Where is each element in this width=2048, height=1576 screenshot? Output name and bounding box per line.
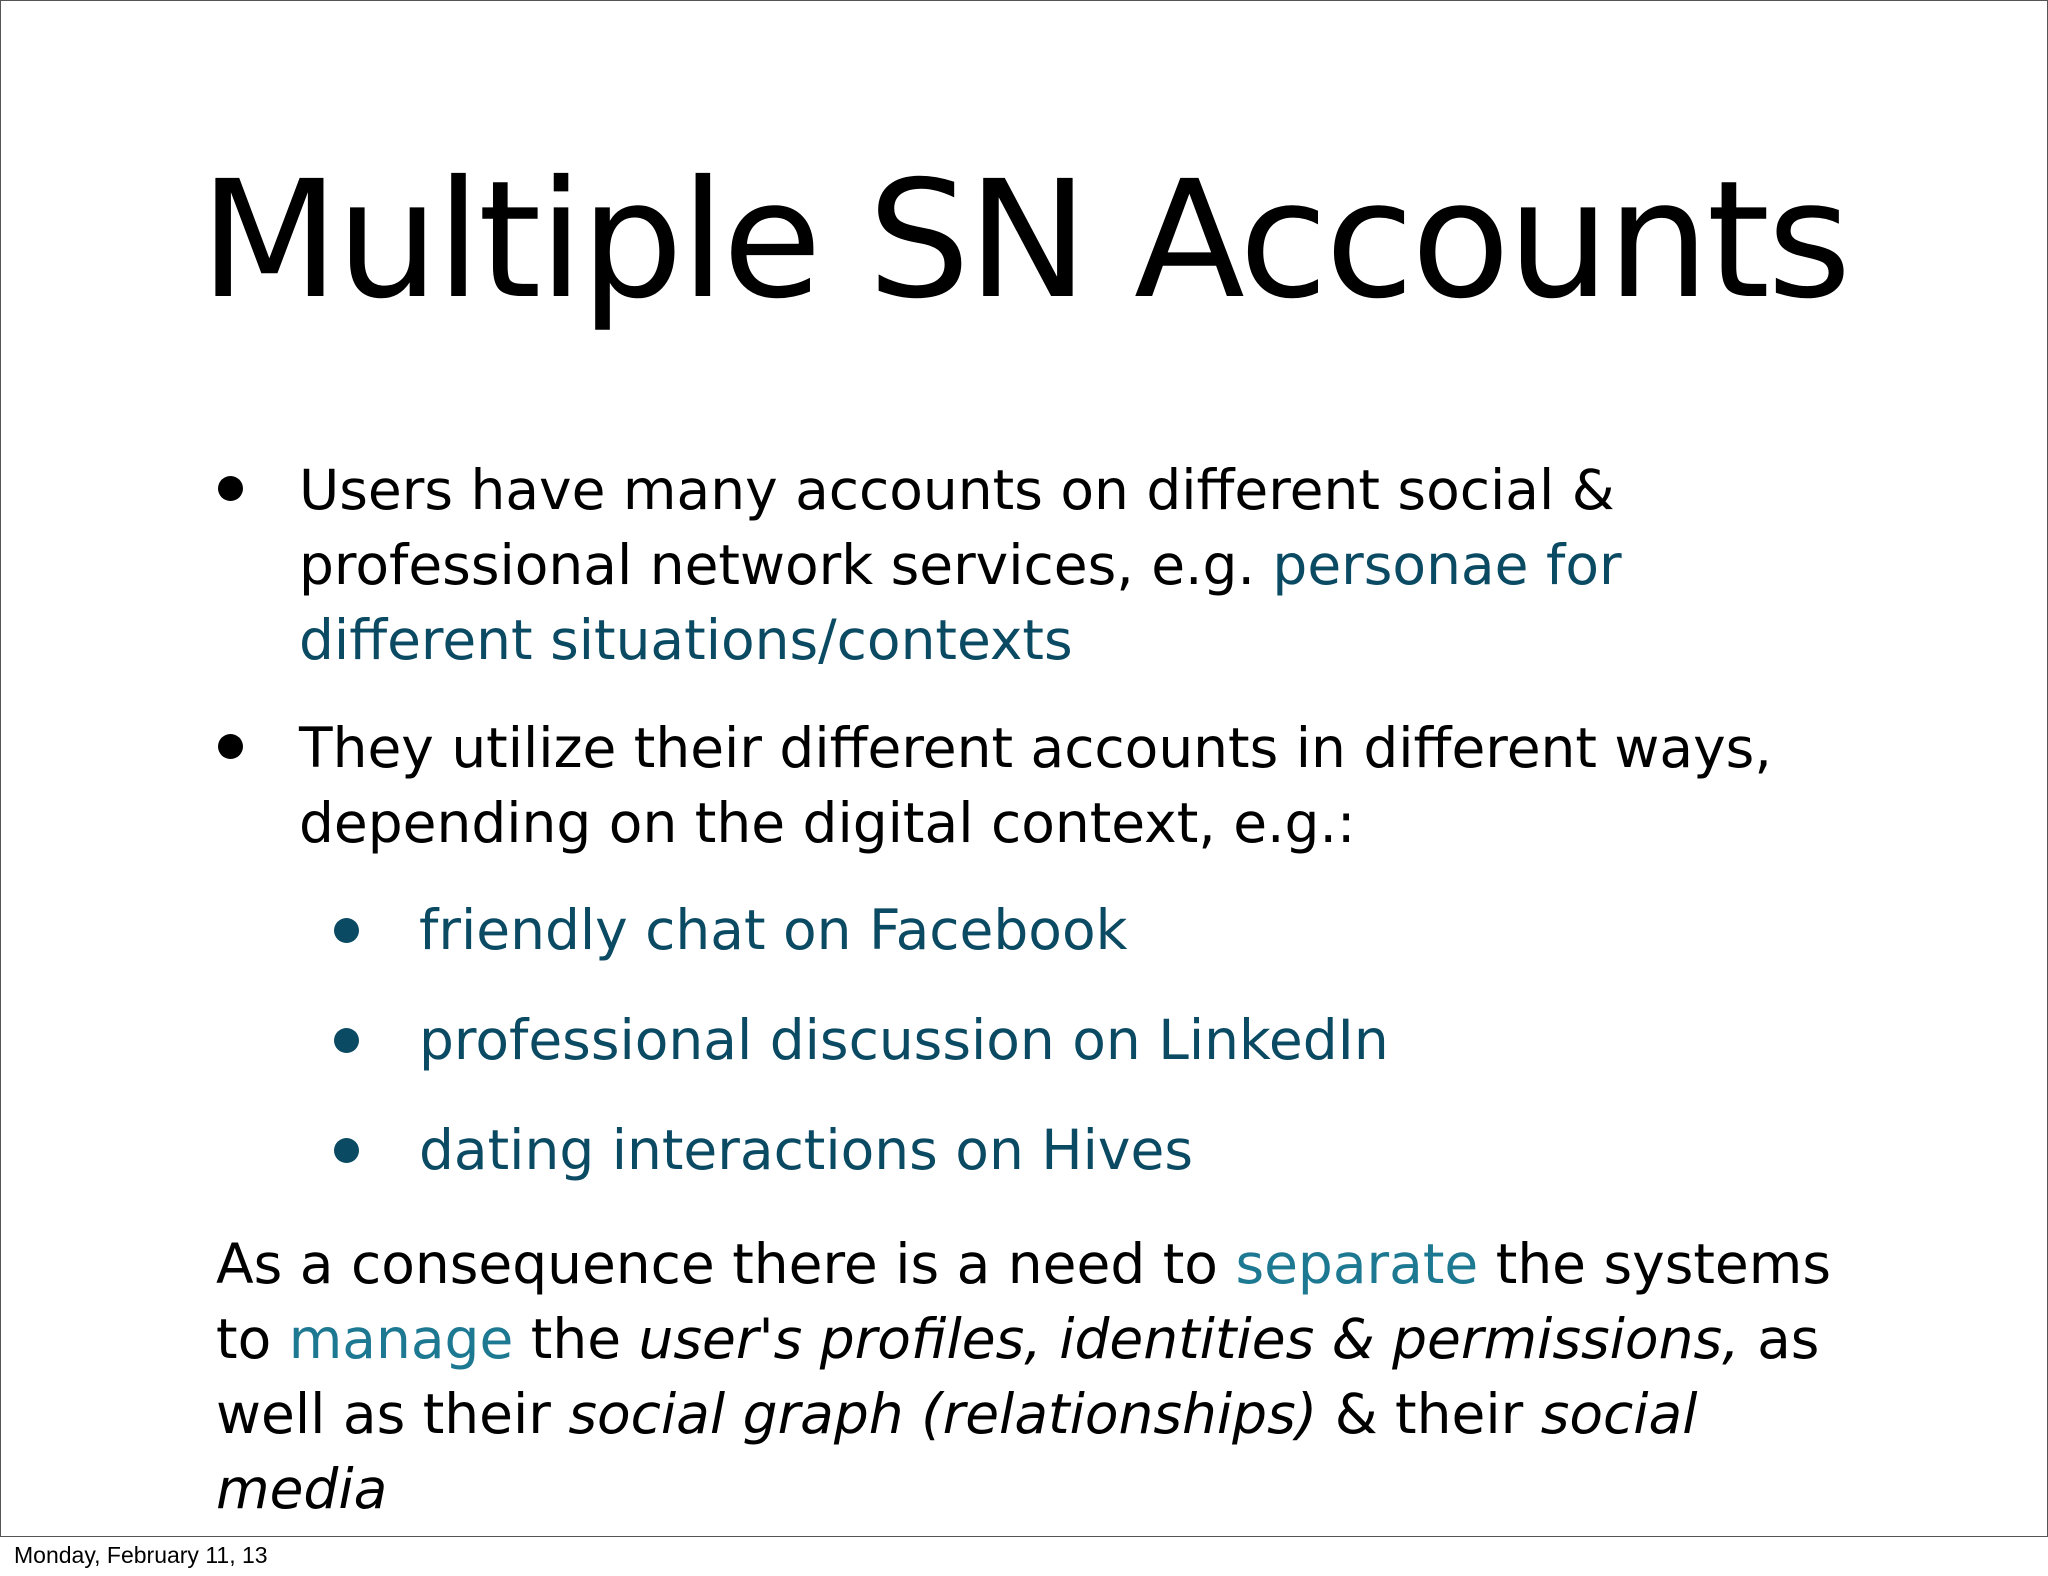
bullet-dot-icon (218, 476, 243, 501)
conclusion-paragraph (216, 1227, 1856, 1527)
sub-bullet-hives: dating interactions on Hives (419, 1118, 1193, 1182)
conclusion-italic-social-graph: social graph (relationships) (568, 1382, 1318, 1446)
conclusion-part-1: As a consequence there is a need to (216, 1232, 1218, 1296)
bullet-item-1 (299, 453, 1819, 678)
conclusion-part-3: the (530, 1307, 622, 1371)
bullet-item-2 (299, 711, 1819, 861)
conclusion-term-separate: separate (1235, 1232, 1479, 1296)
sub-bullet-linkedin: professional discussion on LinkedIn (419, 1008, 1389, 1072)
bullet-dot-icon (218, 734, 243, 759)
sub-bullet-dot-icon (334, 918, 359, 943)
sub-bullet-facebook: friendly chat on Facebook (419, 898, 1128, 962)
conclusion-part-2: the systems to (216, 1232, 1831, 1371)
bullet-1-text: Users have many accounts on different social & professional network services, e.g. (299, 458, 1615, 597)
bullet-1-highlight: personae for different situations/contexts (299, 533, 1622, 672)
bullet-2-text: They utilize their different accounts in different ways, depending on the digital context, e.g.: (299, 716, 1772, 855)
conclusion-italic-profiles: user's profiles, identities & permissions, (638, 1307, 1740, 1371)
conclusion-part-5: & their (1334, 1382, 1524, 1446)
conclusion-term-manage: manage (288, 1307, 514, 1371)
slide-title: Multiple SN Accounts (199, 147, 1849, 335)
conclusion-part-4: as well as their (216, 1307, 1820, 1446)
footer-date: Monday, February 11, 13 (14, 1542, 268, 1568)
conclusion-italic-social-media: social media (216, 1382, 1698, 1521)
sub-bullet-dot-icon (334, 1028, 359, 1053)
sub-bullet-dot-icon (334, 1138, 359, 1163)
